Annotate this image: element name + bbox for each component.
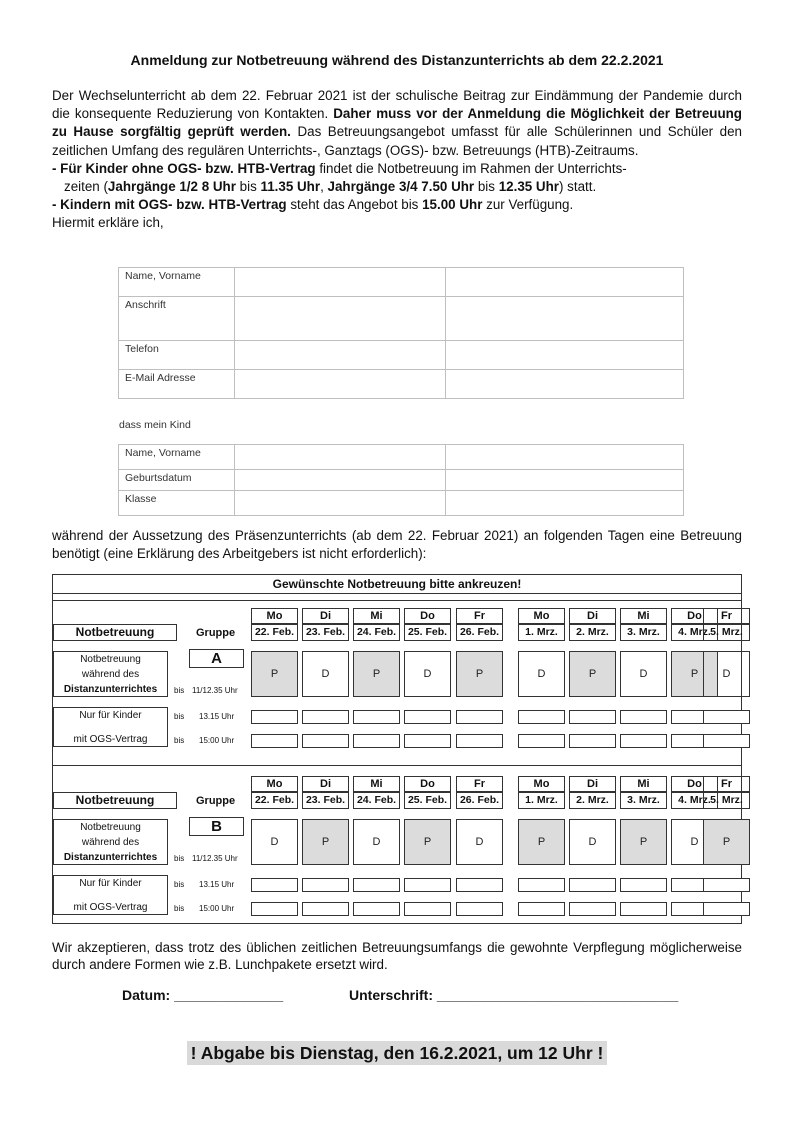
ogs-checkbox-1500-0-9[interactable] (703, 734, 750, 748)
parent-phone-label: Telefon (119, 341, 235, 370)
ogs-checkbox-1500-0-3[interactable] (404, 734, 451, 748)
accept-text (52, 939, 742, 973)
ogs-checkbox-1315-0-6[interactable] (569, 710, 616, 724)
day-date-0-9: 5. Mrz. (703, 624, 750, 641)
during-text (52, 527, 742, 563)
day-code-0-0: P (251, 651, 298, 697)
ogs-time-1-0: 13.15 Uhr (199, 712, 235, 721)
bullet1-j: 12.35 Uhr (498, 179, 559, 195)
day-code-1-4: D (456, 819, 503, 865)
day-name-1-7: Mi (620, 776, 667, 792)
ogs-checkbox-1315-1-3[interactable] (404, 878, 451, 892)
day-code-1-3: P (404, 819, 451, 865)
ogs-checkbox-1315-0-4[interactable] (456, 710, 503, 724)
child-name-field[interactable] (235, 445, 446, 470)
intro-text-bold: Daher muss vor der Anmeldung die Möglichkeit der Betreuung zu Hause sorgfältig geprüft werden. (52, 106, 742, 140)
child-birthdate-field-2[interactable] (446, 470, 684, 491)
parent-email-field[interactable] (235, 370, 446, 399)
distanz-label-3-1: Distanzunterrichtes (63, 852, 158, 863)
distanz-time-0: 11/12.35 Uhr (192, 686, 238, 695)
accept-paragraph: Wir akzeptieren, dass trotz des üblichen zeitlichen Betreuungsumfangs die gewohnte Verpflegung möglicherweise durch andere Formen wie z.B. Lunchpakete ersetzt wird. (52, 940, 742, 972)
intro-text-a: Der Wechselunterricht ab dem 22. Februar 2021 ist der schulische Beitrag zur Eindämmung der Pandemie durch die konsequente Reduzierung von Kontakten. (52, 88, 742, 122)
bullet1-h: Jahrgänge 3/4 7.50 Uhr (327, 179, 475, 195)
gruppe-label-1: Gruppe (196, 795, 236, 807)
day-code-1-8: D (671, 819, 718, 865)
day-date-0-7: 3. Mrz. (620, 624, 667, 641)
parent-email-label: E-Mail Adresse (119, 370, 235, 399)
ogs-bis-2-0: bis (174, 736, 185, 745)
distanz-label-3-0: Distanzunterrichtes (63, 684, 158, 695)
distanz-label-2-1: während des (81, 837, 140, 848)
parent-address-field[interactable] (235, 297, 446, 341)
day-name-1-0: Mo (251, 776, 298, 792)
parent-email-field-2[interactable] (446, 370, 684, 399)
parent-name-field-2[interactable] (446, 268, 684, 297)
child-table (118, 444, 684, 516)
day-code-0-6: P (569, 651, 616, 697)
day-date-0-3: 25. Feb. (404, 624, 451, 641)
day-name-1-2: Mi (353, 776, 400, 792)
ogs-checkbox-1500-1-5[interactable] (518, 902, 565, 916)
distanz-label-2-0: während des (81, 669, 140, 680)
parent-name-field[interactable] (235, 268, 446, 297)
bullet2-b: steht das Angebot bis (286, 197, 423, 213)
deadline-notice (0, 1043, 794, 1064)
day-code-1-6: D (569, 819, 616, 865)
ogs-checkbox-1500-1-9[interactable] (703, 902, 750, 916)
day-code-0-9: D (703, 651, 750, 697)
grid-divider (53, 600, 741, 601)
ogs-checkbox-1315-0-7[interactable] (620, 710, 667, 724)
day-code-0-2: P (353, 651, 400, 697)
ogs-checkbox-1500-1-1[interactable] (302, 902, 349, 916)
ogs-label-1-0: Nur für Kinder (79, 710, 142, 721)
day-code-0-5: D (518, 651, 565, 697)
bullet-ohne-ogs (52, 160, 742, 178)
day-code-0-4: P (456, 651, 503, 697)
child-name-field-2[interactable] (446, 445, 684, 470)
ogs-checkbox-1315-1-4[interactable] (456, 878, 503, 892)
ogs-checkbox-1500-1-4[interactable] (456, 902, 503, 916)
day-name-1-3: Do (404, 776, 451, 792)
day-code-1-0: D (251, 819, 298, 865)
bullet1-k: ) statt. (559, 179, 597, 195)
ogs-checkbox-1315-1-7[interactable] (620, 878, 667, 892)
day-code-1-2: D (353, 819, 400, 865)
ogs-bis-2-1: bis (174, 904, 185, 913)
ogs-checkbox-1500-0-1[interactable] (302, 734, 349, 748)
day-code-1-9: P (703, 819, 750, 865)
day-code-1-5: P (518, 819, 565, 865)
ogs-checkbox-1315-1-2[interactable] (353, 878, 400, 892)
notbetreuung-label-1: Notbetreuung (53, 792, 177, 809)
notbetreuung-label-0: Notbetreuung (53, 624, 177, 641)
day-name-0-0: Mo (251, 608, 298, 624)
ogs-checkbox-1500-0-6[interactable] (569, 734, 616, 748)
deadline-text: ! Abgabe bis Dienstag, den 16.2.2021, um 12 Uhr ! (187, 1041, 608, 1065)
day-name-0-4: Fr (456, 608, 503, 624)
ogs-checkbox-1315-1-0[interactable] (251, 878, 298, 892)
day-date-1-8: 4. Mrz. (671, 792, 718, 809)
parent-phone-field[interactable] (235, 341, 446, 370)
day-date-0-2: 24. Feb. (353, 624, 400, 641)
day-name-1-4: Fr (456, 776, 503, 792)
ogs-checkbox-1315-1-9[interactable] (703, 878, 750, 892)
ogs-checkbox-1315-0-3[interactable] (404, 710, 451, 724)
ogs-label-2-1: mit OGS-Vertrag (73, 902, 148, 913)
ogs-time-2-0: 15:00 Uhr (199, 736, 235, 745)
day-name-0-5: Mo (518, 608, 565, 624)
distanz-label-1-1: Notbetreuung (80, 822, 141, 833)
day-date-1-1: 23. Feb. (302, 792, 349, 809)
child-class-field-2[interactable] (446, 491, 684, 516)
notbetreuung-grid (52, 574, 742, 924)
bullet1-c: zeiten ( (64, 179, 108, 195)
gruppe-label-0: Gruppe (196, 627, 236, 639)
ogs-checkbox-1315-0-9[interactable] (703, 710, 750, 724)
distanz-bis-1: bis (174, 854, 185, 863)
day-date-0-5: 1. Mrz. (518, 624, 565, 641)
intro-paragraph (52, 87, 742, 160)
day-date-1-7: 3. Mrz. (620, 792, 667, 809)
ogs-checkbox-1500-0-4[interactable] (456, 734, 503, 748)
child-class-label: Klasse (119, 491, 235, 516)
ogs-label-1-1: Nur für Kinder (79, 878, 142, 889)
page-title: Anmeldung zur Notbetreuung während des Distanzunterrichts ab dem 22.2.2021 (130, 52, 664, 68)
bullet-mit-ogs (52, 196, 742, 214)
intro-text-c: Das Betreuungsangebot umfasst für alle Schülerinnen und Schüler den zeitlichen Umfang des regulären Unterrichts-, Ganztags (OGS)- bzw. Betreuungs (HTB)-Zeitraums. (52, 124, 743, 158)
bullet1-g: , (320, 179, 328, 195)
day-name-0-1: Di (302, 608, 349, 624)
ogs-checkbox-1500-1-6[interactable] (569, 902, 616, 916)
bullet1-f: 11.35 Uhr (260, 179, 321, 195)
ogs-checkbox-1500-0-0[interactable] (251, 734, 298, 748)
date-label: Datum: ______________ (122, 987, 284, 1003)
bullet2-bold: - Kindern mit OGS- bzw. HTB-Vertrag (52, 197, 287, 213)
child-label: dass mein Kind (119, 419, 191, 431)
day-code-0-3: D (404, 651, 451, 697)
parent-address-field-2[interactable] (446, 297, 684, 341)
ogs-checkbox-1500-1-2[interactable] (353, 902, 400, 916)
parent-table (118, 267, 684, 399)
day-date-1-9: 5. Mrz. (703, 792, 750, 809)
day-name-1-8: Do (671, 776, 718, 792)
bullet2-d: zur Verfügung. (482, 197, 574, 213)
signature-label: Unterschrift: _______________________________ (349, 987, 679, 1003)
group-letter-1: B (189, 817, 244, 836)
ogs-checkbox-1315-0-2[interactable] (353, 710, 400, 724)
ogs-label-2-0: mit OGS-Vertrag (73, 734, 148, 745)
day-code-0-8: P (671, 651, 718, 697)
ogs-time-2-1: 15:00 Uhr (199, 904, 235, 913)
bullet1-text: findet die Notbetreuung im Rahmen der Unterrichts- (315, 160, 627, 176)
distanz-time-1: 11/12.35 Uhr (192, 854, 238, 863)
bullet1-bold: - Für Kinder ohne OGS- bzw. HTB-Vertrag (52, 160, 316, 176)
day-date-1-6: 2. Mrz. (569, 792, 616, 809)
day-code-1-7: P (620, 819, 667, 865)
grid-header: Gewünschte Notbetreuung bitte ankreuzen! (53, 575, 741, 594)
ogs-checkbox-1500-1-0[interactable] (251, 902, 298, 916)
parent-address-label: Anschrift (119, 297, 235, 341)
day-date-1-3: 25. Feb. (404, 792, 451, 809)
day-name-0-7: Mi (620, 608, 667, 624)
day-name-1-9: Fr (703, 776, 750, 792)
ogs-checkbox-1500-0-5[interactable] (518, 734, 565, 748)
day-name-1-5: Mo (518, 776, 565, 792)
ogs-checkbox-1500-1-7[interactable] (620, 902, 667, 916)
day-code-0-1: D (302, 651, 349, 697)
day-name-1-6: Di (569, 776, 616, 792)
ogs-checkbox-1315-0-1[interactable] (302, 710, 349, 724)
during-paragraph: während der Aussetzung des Präsenzunterrichts (ab dem 22. Februar 2021) an folgenden Tagen eine Betreuung benötigt (eine Erklärung des Arbeitgebers ist nicht erforderlich): (52, 528, 742, 562)
child-class-field[interactable] (235, 491, 446, 516)
bullet1-i: bis (474, 179, 499, 195)
parent-name-label: Name, Vorname (119, 268, 235, 297)
day-date-0-6: 2. Mrz. (569, 624, 616, 641)
day-name-1-1: Di (302, 776, 349, 792)
ogs-bis-1-1: bis (174, 880, 185, 889)
bullet1-d: Jahrgänge 1/2 8 Uhr (107, 179, 236, 195)
ogs-checkbox-1315-0-5[interactable] (518, 710, 565, 724)
declare-text: Hiermit erkläre ich, (52, 215, 164, 231)
ogs-checkbox-1315-1-5[interactable] (518, 878, 565, 892)
bullet-ohne-ogs-cont (52, 178, 742, 196)
ogs-bis-1-0: bis (174, 712, 185, 721)
group-letter-0: A (189, 649, 244, 668)
distanz-bis-0: bis (174, 686, 185, 695)
grid-divider-middle (53, 765, 741, 766)
parent-phone-field-2[interactable] (446, 341, 684, 370)
ogs-checkbox-1500-0-2[interactable] (353, 734, 400, 748)
child-birthdate-label: Geburtsdatum (119, 470, 235, 491)
bullet2-c: 15.00 Uhr (422, 197, 483, 213)
ogs-checkbox-1315-1-6[interactable] (569, 878, 616, 892)
day-date-0-0: 22. Feb. (251, 624, 298, 641)
day-name-0-9: Fr (703, 608, 750, 624)
ogs-checkbox-1315-0-0[interactable] (251, 710, 298, 724)
day-code-0-7: D (620, 651, 667, 697)
ogs-time-1-1: 13.15 Uhr (199, 880, 235, 889)
day-date-1-4: 26. Feb. (456, 792, 503, 809)
day-name-0-8: Do (671, 608, 718, 624)
day-date-0-4: 26. Feb. (456, 624, 503, 641)
day-date-0-1: 23. Feb. (302, 624, 349, 641)
ogs-checkbox-1500-0-7[interactable] (620, 734, 667, 748)
intro-text (52, 87, 742, 233)
distanz-label-1-0: Notbetreuung (80, 654, 141, 665)
ogs-checkbox-1315-1-1[interactable] (302, 878, 349, 892)
ogs-checkbox-1500-1-3[interactable] (404, 902, 451, 916)
day-date-0-8: 4. Mrz. (671, 624, 718, 641)
day-date-1-2: 24. Feb. (353, 792, 400, 809)
day-date-1-5: 1. Mrz. (518, 792, 565, 809)
day-date-1-0: 22. Feb. (251, 792, 298, 809)
child-birthdate-field[interactable] (235, 470, 446, 491)
day-name-0-6: Di (569, 608, 616, 624)
day-code-1-1: P (302, 819, 349, 865)
bullet1-e: bis (235, 179, 261, 195)
child-name-label: Name, Vorname (119, 445, 235, 470)
day-name-0-2: Mi (353, 608, 400, 624)
day-name-0-3: Do (404, 608, 451, 624)
